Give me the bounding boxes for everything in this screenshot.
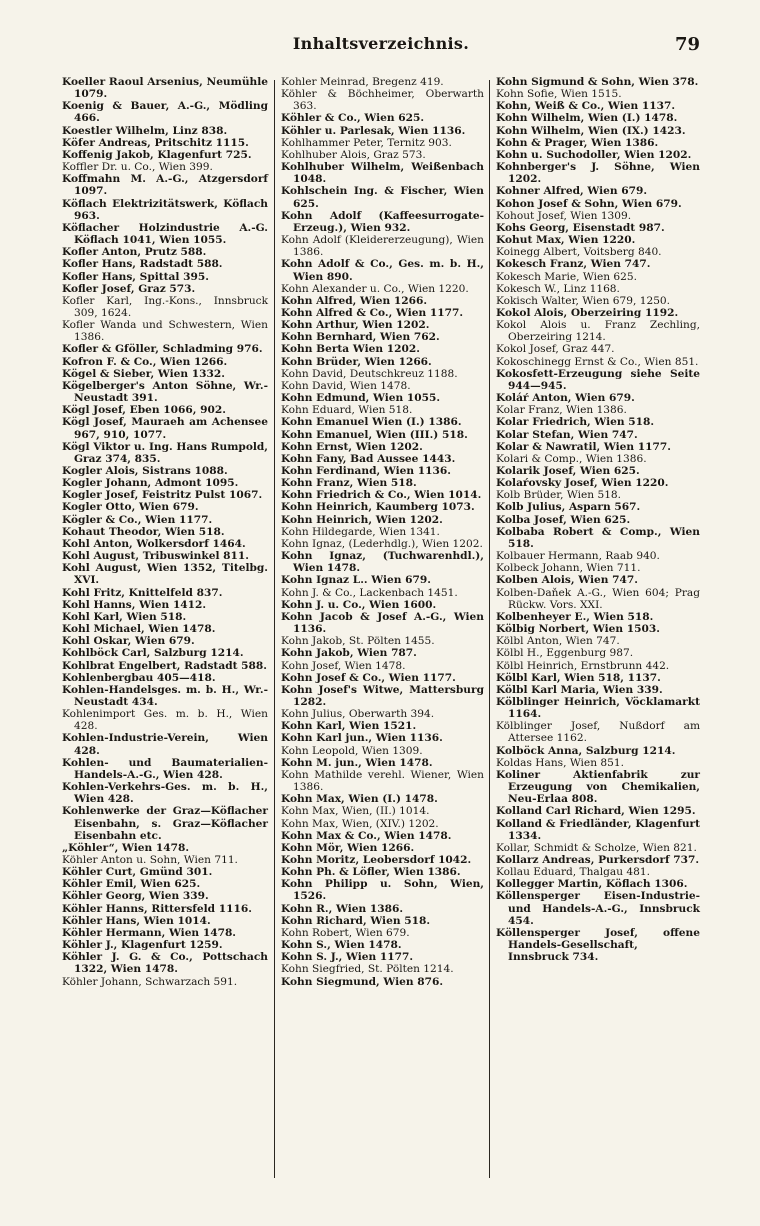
index-entry: Kolb Julius, Asparn 567. [496,501,641,514]
index-entry: Kohn Ferdinand, Wien 1136. [281,465,451,477]
index-entry: Köhler u. Parlesak, Wien 1136. [281,124,466,137]
index-entry: Kohn Josef & Co., Wien 1177. [281,671,456,684]
index-entry: Kohn Josef, Wien 1478. [281,659,406,672]
index-entry: Kohn Philipp u. Sohn, Wien, 1526. [281,878,484,903]
index-entry: Kohn Jakob, St. Pölten 1455. [281,635,435,648]
index-entry: Kohn M. jun., Wien 1478. [281,756,433,769]
index-entry: Kokesch Marie, Wien 625. [496,270,638,283]
index-entry: Kölblinger Heinrich, Vöcklamarkt 1164. [496,695,700,721]
index-entry: Kofron F. & Co., Wien 1266. [62,355,228,368]
index-entry: Kolbauer Hermann, Raab 940. [496,550,660,563]
index-entry: Köflach Elektrizitätswerk, Köflach 963. [62,197,268,222]
index-entry: Kögler & Co., Wien 1177. [62,513,213,526]
index-entry: Kohn Mör, Wien 1266. [281,841,415,854]
index-entry: Kohn Jacob & Josef A.-G., Wien 1136. [281,610,484,636]
index-entry: Kohlenimport Ges. m. b. H., Wien 428. [62,708,268,733]
index-entry: Kohn Berta Wien 1202. [281,343,420,356]
index-entry: Kolland & Friedländer, Klagenfurt 1334. [496,817,700,842]
index-entry: Kofler & Gföller, Schladming 976. [62,343,263,356]
index-entry: Kokesch W., Linz 1168. [496,282,620,295]
index-entry: Kohner Alfred, Wien 679. [496,185,648,198]
index-entry: Koffler Dr. u. Co., Wien 399. [62,161,213,174]
index-entry: Kohn Adolf (Kaffeesurrogate-Erzeug.), Wien 932. [281,209,484,234]
index-entry: Kölbig Norbert, Wien 1503. [496,623,660,636]
index-entry: Kohn Emanuel Wien (I.) 1386. [281,416,462,429]
index-entry: Kogler Johann, Admont 1095. [62,477,239,490]
index-entry: Kolben Alois, Wien 747. [496,574,638,587]
index-entry: Kohn Karl jun., Wien 1136. [281,732,443,745]
index-entry: Kohlschein Ing. & Fischer, Wien 625. [281,185,484,210]
index-entry: Kohn Wilhelm, Wien (I.) 1478. [496,112,678,125]
index-entry: Kohn Eduard, Wien 518. [281,404,413,417]
index-entry: „Köhler“, Wien 1478. [62,841,190,854]
index-entry: Kohl Michael, Wien 1478. [62,623,216,636]
index-entry: Kohs Georg, Eisenstadt 987. [496,221,665,234]
index-entry: Kofler Karl, Ing.-Kons., Innsbruck 309, 1624. [62,294,268,319]
column-divider [274,80,275,1178]
index-entry: Kohn Max, Wien, (II.) 1014. [281,805,430,818]
index-entry: Köhler J., Klagenfurt 1259. [62,939,223,952]
index-entry: Köllensperger Eisen-Industrie- und Handels-A.-G., Innsbruck 454. [496,890,700,927]
index-entry: Kohl Karl, Wien 518. [62,610,187,623]
index-entry: Kokisch Walter, Wien 679, 1250. [496,294,671,307]
index-entry: Köhler & Co., Wien 625. [281,112,425,125]
index-entry: Köhler Hanns, Rittersfeld 1116. [62,902,252,915]
index-entry: Kolbenheyer E., Wien 518. [496,610,654,623]
index-entry: Kohn Alfred & Co., Wien 1177. [281,306,464,319]
index-entry: Kohl Hanns, Wien 1412. [62,598,207,611]
index-entry: Kohn Brüder, Wien 1266. [281,355,432,368]
index-entry: Köhler Anton u. Sohn, Wien 711. [62,854,238,866]
index-entry: Koldas Hans, Wien 851. [496,756,624,769]
index-entry: Kohn Adolf & Co., Ges. m. b. H., Wien 890. [281,258,484,283]
index-entry: Köhler Hans, Wien 1014. [62,914,211,927]
index-entry: Kohout Josef, Wien 1309. [496,209,632,222]
index-entry: Kohn Karl, Wien 1521. [281,720,417,733]
index-entry: Kokol Josef, Graz 447. [496,343,615,356]
index-entry: Kögelberger's Anton Söhne, Wr.-Neustadt 391. [62,379,268,405]
index-entry: Kohn Ignaz, (Tuchwarenhdl.), Wien 1478. [281,550,484,575]
index-entry: Kohn Emanuel, Wien (III.) 518. [281,428,468,441]
index-entry: Kofler Hans, Spittal 395. [62,270,209,283]
index-entry: Köhler & Böchheimer, Oberwarth 363. [281,88,484,113]
index-entry: Kolari & Comp., Wien 1386. [496,452,647,465]
index-entry: Kokol Alois, Oberzeiring 1192. [496,306,679,319]
index-entry: Kolar Stefan, Wien 747. [496,428,638,441]
index-entry: Kohn Wilhelm, Wien (IX.) 1423. [496,124,686,137]
index-entry: Koffenig Jakob, Klagenfurt 725. [62,148,252,161]
index-entry: Kohn S. J., Wien 1177. [281,951,414,964]
index-entry: Kohn Mathilde verehl. Wiener, Wien 1386. [281,768,484,794]
index-entry: Kolben-Daňek A.-G., Wien 604; Prag Rückw. Vors. XXI. [496,586,700,611]
page-number: 79 [674,34,700,55]
index-entry: Kohn & Prager, Wien 1386. [496,136,659,149]
index-entry: Kohn Heinrich, Kaumberg 1073. [281,501,475,514]
index-entry: Kohn Jakob, Wien 787. [281,647,417,660]
index-entry: Kokol Alois u. Franz Zechling, Oberzeiring 1214. [496,319,700,344]
index-entry: Kohlhuber Alois, Graz 573. [281,148,426,161]
index-entry: Kohon Josef & Sohn, Wien 679. [496,197,682,210]
index-entry: Köhler Georg, Wien 339. [62,890,209,903]
index-entry: Kolland Carl Richard, Wien 1295. [496,805,696,818]
index-entry: Kohlen-Handelsges. m. b. H., Wr.-Neustadt 434. [62,683,268,708]
index-entry: Kolböck Anna, Salzburg 1214. [496,744,676,757]
index-entry: Koinegg Albert, Voitsberg 840. [496,246,662,259]
index-entry: Kohnberger's J. Söhne, Wien 1202. [496,161,700,186]
index-entry: Kokoschinegg Ernst & Co., Wien 851. [496,355,699,368]
index-entry: Koenig & Bauer, A.-G., Mödling 466. [62,100,268,125]
index-entry: Kölbl H., Eggenburg 987. [496,647,634,660]
index-entry: Kohn Hildegarde, Wien 1341. [281,525,440,538]
index-entry: Kohlenbergbau 405—418. [62,671,216,684]
index-column-right [496,76,700,963]
index-entry: Kollau Eduard, Thalgau 481. [496,866,650,879]
index-entry: Kohn Josef's Witwe, Mattersburg 1282. [281,683,484,708]
index-entry: Kollegger Martin, Köflach 1306. [496,878,688,891]
index-entry: Kohn Heinrich, Wien 1202. [281,513,443,526]
index-entry: Kohn Friedrich & Co., Wien 1014. [281,489,482,502]
index-entry: Köhler J. G. & Co., Pottschach 1322, Wien 1478. [62,951,268,976]
index-entry: Kohn J. u. Co., Wien 1600. [281,598,437,611]
index-entry: Kofler Anton, Prutz 588. [62,246,207,259]
index-entry: Koláŕ Anton, Wien 679. [496,392,635,405]
index-entry: Kohlenwerke der Graz—Köflacher Eisenbahn, s. Graz—Köflacher Eisenbahn etc. [62,805,268,842]
index-entry: Kohlen-Verkehrs-Ges. m. b. H., Wien 428. [62,781,268,806]
index-entry: Kohn Ignaz, (Lederhdlg.), Wien 1202. [281,537,483,550]
index-entry: Kohn Ernst, Wien 1202. [281,440,423,453]
index-entry: Kögl Viktor u. Ing. Hans Rumpold, Graz 374, 835. [62,440,268,465]
index-entry: Koestler Wilhelm, Linz 838. [62,124,228,137]
index-entry: Kohn Max, Wien (I.) 1478. [281,793,438,806]
index-entry: Koeller Raoul Arsenius, Neumühle 1079. [62,76,269,101]
index-entry: Kofler Josef, Graz 573. [62,282,196,295]
index-entry: Kölbl Heinrich, Ernstbrunn 442. [496,659,670,672]
index-entry: Kohn Alexander u. Co., Wien 1220. [281,282,469,295]
index-entry: Kohn Julius, Oberwarth 394. [281,708,435,721]
index-entry: Kogler Josef, Feistritz Pulst 1067. [62,489,263,502]
index-entry: Kohn Alfred, Wien 1266. [281,294,428,307]
index-entry: Kohn Arthur, Wien 1202. [281,319,430,332]
index-entry: Kohn Fany, Bad Aussee 1443. [281,452,456,465]
index-entry: Kollarz Andreas, Purkersdorf 737. [496,854,700,866]
index-entry: Kohn S., Wien 1478. [281,939,402,952]
index-entry: Kohn Adolf (Kleidererzeugung), Wien 1386. [281,234,484,259]
index-entry: Kohl Anton, Wolkersdorf 1464. [62,537,246,550]
column-divider [489,80,490,1178]
index-entry: Kohn Moritz, Leobersdorf 1042. [281,854,472,866]
index-entry: Kolbeck Johann, Wien 711. [496,562,641,575]
index-entry: Köfer Andreas, Pritschitz 1115. [62,136,249,149]
index-entry: Kohlhuber Wilhelm, Weißenbach 1048. [281,161,484,186]
index-entry: Kolarik Josef, Wien 625. [496,465,640,477]
index-entry: Kohl Fritz, Knittelfeld 837. [62,586,223,599]
index-entry: Kohn Franz, Wien 518. [281,477,417,490]
index-entry: Kölblinger Josef, Nußdorf am Attersee 1162. [496,720,700,745]
index-entry: Kohn J. & Co., Lackenbach 1451. [281,586,458,599]
index-entry: Kogler Alois, Sistrans 1088. [62,465,228,477]
index-entry: Kohn R., Wien 1386. [281,902,404,915]
index-entry: Kohn Richard, Wien 518. [281,914,431,927]
index-column-left [62,76,268,988]
index-entry: Kohl August, Wien 1352, Titelbg. XVI. [62,562,268,587]
index-entry: Kohn Sofie, Wien 1515. [496,88,622,101]
index-entry: Kögl Josef, Eben 1066, 902. [62,404,226,417]
index-entry: Kohn Max & Co., Wien 1478. [281,829,452,842]
index-entry: Kohaut Theodor, Wien 518. [62,525,225,538]
index-entry: Kolar & Nawratil, Wien 1177. [496,440,671,453]
index-entry: Kohut Max, Wien 1220. [496,234,636,247]
index-entry: Kohn Siegfried, St. Pölten 1214. [281,963,454,976]
index-column-middle [281,76,484,988]
index-entry: Kohn Ignaz L.. Wien 679. [281,574,431,587]
index-entry: Kokesch Franz, Wien 747. [496,258,651,271]
index-entry: Köhler Emil, Wien 625. [62,878,201,891]
index-entry: Kolbaba Robert & Comp., Wien 518. [496,525,700,550]
index-entry: Kohl Oskar, Wien 679. [62,635,195,648]
index-entry: Kohn Sigmund & Sohn, Wien 378. [496,76,699,88]
index-entry: Köllensperger Josef, offene Handels-Gesellschaft, Innsbruck 734. [496,926,700,964]
index-entry: Kolb Brüder, Wien 518. [496,489,622,502]
index-entry: Kohn Siegmund, Wien 876. [281,975,444,988]
page-header [62,34,700,58]
index-entry: Köflacher Holzindustrie A.-G. Köflach 1041, Wien 1055. [62,221,268,247]
index-entry: Kohn David, Wien 1478. [281,379,411,392]
index-entry: Kolaŕovsky Josef, Wien 1220. [496,477,669,490]
index-entry: Kohlböck Carl, Salzburg 1214. [62,647,244,660]
index-entry: Kögel & Sieber, Wien 1332. [62,367,225,380]
index-entry: Kohlhammer Peter, Ternitz 903. [281,136,452,149]
index-entry: Kohn Edmund, Wien 1055. [281,392,441,405]
index-entry: Köhler Hermann, Wien 1478. [62,926,237,939]
index-entry: Kohlen-Industrie-Verein, Wien 428. [62,732,268,757]
index-entry: Kohler Meinrad, Bregenz 419. [281,76,444,88]
index-entry: Köhler Johann, Schwarzach 591. [62,975,238,988]
index-entry: Kohn Max, Wien, (XIV.) 1202. [281,817,439,830]
index-entry: Kohn David, Deutschkreuz 1188. [281,367,458,380]
index-entry: Kölbl Anton, Wien 747. [496,635,620,648]
index-entry: Kofler Wanda und Schwestern, Wien 1386. [62,319,268,344]
index-entry: Kohn Bernhard, Wien 762. [281,331,440,344]
index-entry: Kolar Franz, Wien 1386. [496,404,627,417]
index-entry: Kolba Josef, Wien 625. [496,513,631,526]
index-entry: Kohl August, Tribuswinkel 811. [62,550,249,563]
index-entry: Kölbl Karl, Wien 518, 1137. [496,671,661,684]
index-entry: Kohn Robert, Wien 679. [281,926,410,939]
index-entry: Kohn u. Suchodoller, Wien 1202. [496,148,692,161]
index-entry: Kogler Otto, Wien 679. [62,501,199,514]
index-entry: Kölbl Karl Maria, Wien 339. [496,683,663,696]
index-entry: Kollar, Schmidt & Scholze, Wien 821. [496,841,697,854]
index-entry: Kolar Friedrich, Wien 518. [496,416,655,429]
index-entry: Kohn, Weiß & Co., Wien 1137. [496,100,676,113]
index-entry: Kohlbrat Engelbert, Radstadt 588. [62,659,267,672]
index-entry: Kögl Josef, Mauraeh am Achensee 967, 910, 1077. [62,416,268,441]
index-entry: Kokosfett-Erzeugung siehe Seite 944—945. [496,367,700,392]
index-entry: Koffmahn M. A.-G., Atzgersdorf 1097. [62,173,268,198]
index-entry: Kohn Leopold, Wien 1309. [281,744,423,757]
index-entry: Kohlen- und Baumaterialien-Handels-A.-G., Wien 428. [62,756,268,781]
index-entry: Kohn Ph. & Löfler, Wien 1386. [281,866,461,879]
index-entry: Kofler Hans, Radstadt 588. [62,258,223,271]
index-entry: Köhler Curt, Gmünd 301. [62,866,213,879]
page-title: Inhaltsverzeichnis. [292,34,470,53]
index-entry: Koliner Aktienfabrik zur Erzeugung von Chemikalien, Neu-Erlaa 808. [496,768,700,806]
